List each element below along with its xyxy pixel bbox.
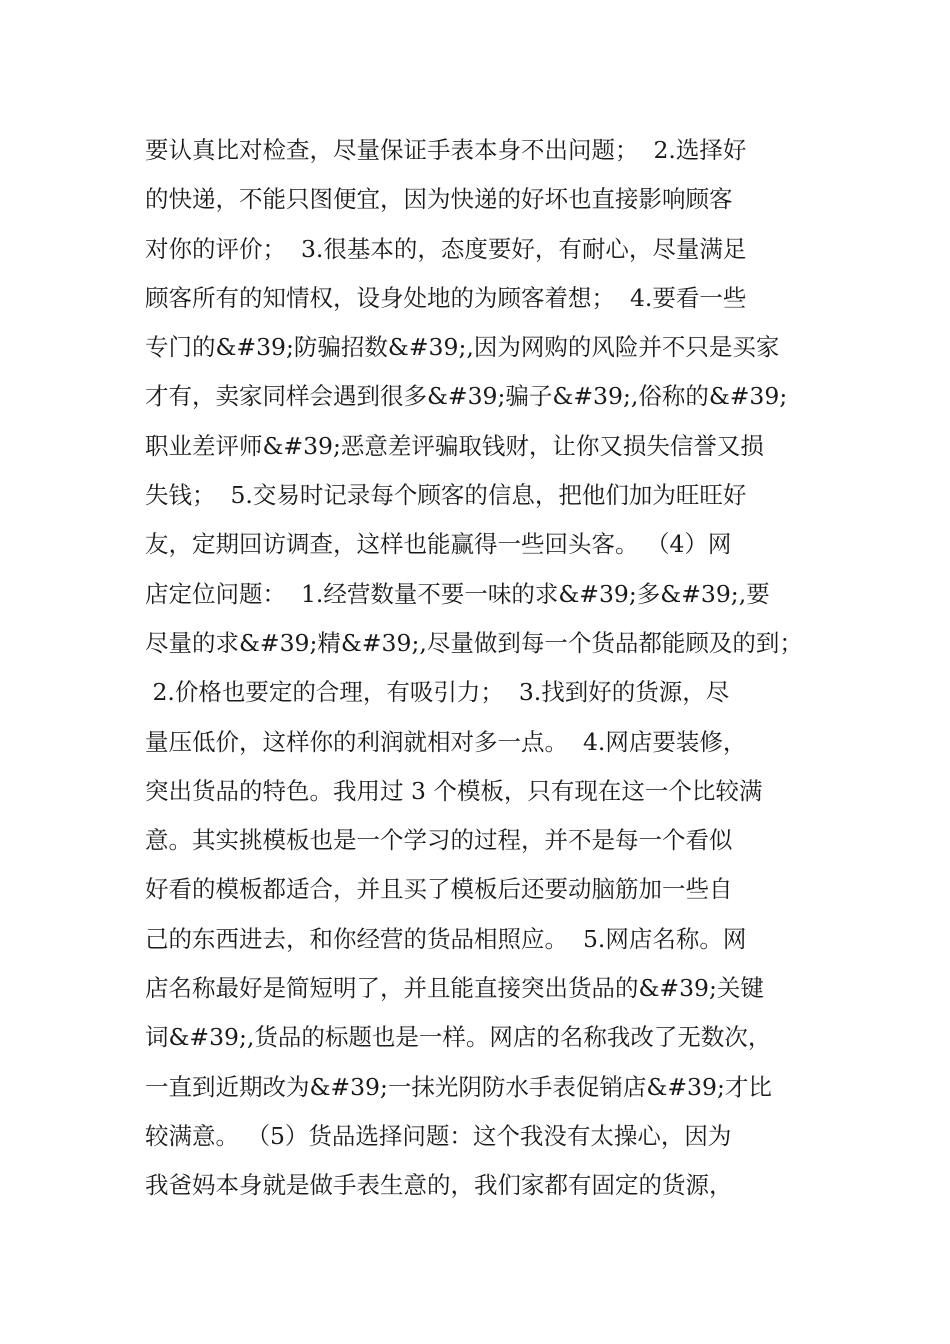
text-line: 要认真比对检查，尽量保证手表本身不出问题； 2.选择好 xyxy=(145,136,747,164)
text-line: 店定位问题： 1.经营数量不要一味的求&#39;多&#39;,要 xyxy=(145,579,770,608)
text-line: 一直到近期改为&#39;一抹光阴防水手表促销店&#39;才比 xyxy=(145,1072,772,1101)
body-text xyxy=(145,126,845,1211)
text-line: 的快递，不能只图便宜，因为快递的好坏也直接影响顾客 xyxy=(145,185,733,214)
text-line: 好看的模板都适合，并且买了模板后还要动脑筋加一些自 xyxy=(145,875,733,904)
text-line: 己的东西进去，和你经营的货品相照应。 5.网店名称。网 xyxy=(145,924,747,953)
text-line: 意。其实挑模板也是一个学习的过程，并不是每一个看似 xyxy=(145,826,733,855)
text-line: 词&#39;,货品的标题也是一样。网店的名称我改了无数次， xyxy=(145,1023,772,1052)
text-line: 友，定期回访调查，这样也能赢得一些回头客。 （4）网 xyxy=(145,530,732,559)
text-line: 量压低价，这样你的利润就相对多一点。 4.网店要装修， xyxy=(145,727,747,756)
text-line: 对你的评价； 3.很基本的，态度要好，有耐心，尽量满足 xyxy=(145,234,747,263)
text-line: 才有，卖家同样会遇到很多&#39;骗子&#39;,俗称的&#39; xyxy=(145,382,788,411)
text-line: 职业差评师&#39;恶意差评骗取钱财，让你又损失信誉又损 xyxy=(145,431,764,460)
text-line: 尽量的求&#39;精&#39;,尽量做到每一个货品都能顾及的到； xyxy=(145,628,803,657)
text-line: 顾客所有的知情权，设身处地的为顾客着想； 4.要看一些 xyxy=(145,283,747,312)
text-line: 2.价格也要定的合理，有吸引力； 3.找到好的货源，尽 xyxy=(145,678,730,707)
text-line: 突出货品的特色。我用过 3 个模板，只有现在这一个比较满 xyxy=(145,776,763,805)
text-line: 较满意。 （5）货品选择问题：这个我没有太操心，因为 xyxy=(145,1121,732,1150)
text-line: 我爸妈本身就是做手表生意的，我们家都有固定的货源， xyxy=(145,1171,733,1200)
text-line: 失钱； 5.交易时记录每个顾客的信息，把他们加为旺旺好 xyxy=(145,481,747,510)
text-line: 专门的&#39;防骗招数&#39;,因为网购的风险并不只是买家 xyxy=(145,333,780,362)
text-line: 店名称最好是简短明了，并且能直接突出货品的&#39;关键 xyxy=(145,974,764,1003)
